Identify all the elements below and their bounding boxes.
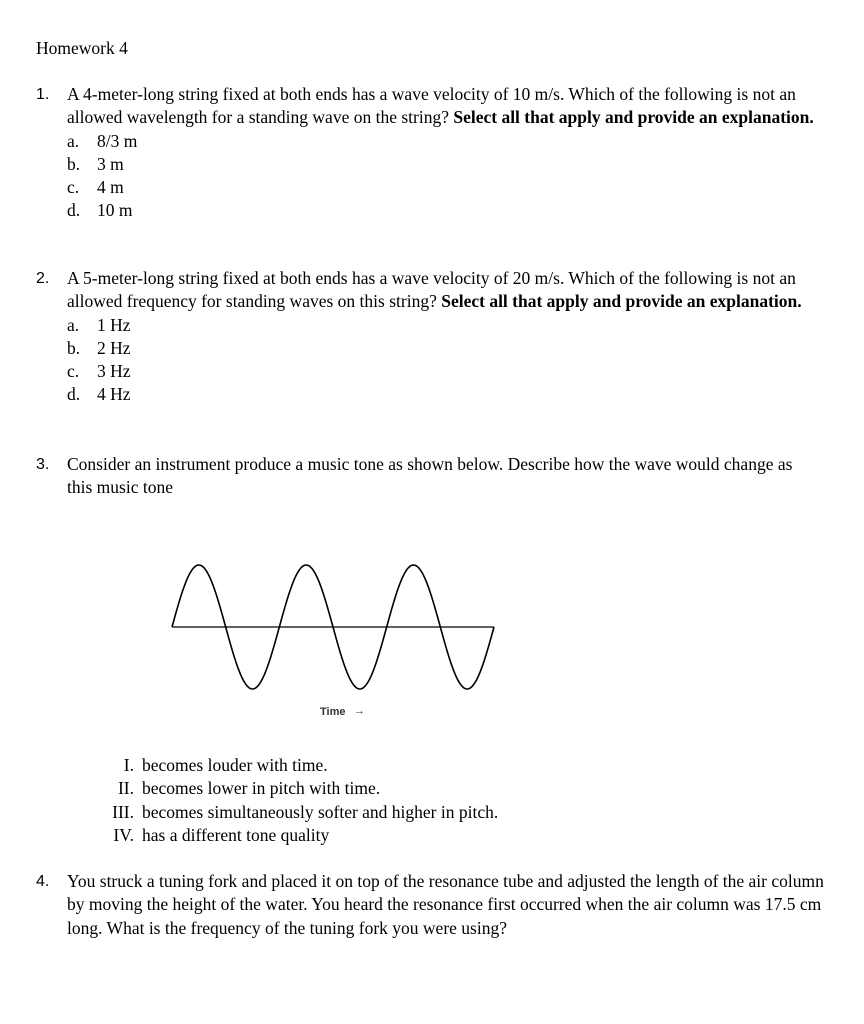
- statement-list: [100, 754, 498, 847]
- statement-numeral: III.: [112, 801, 134, 822]
- option-text: 4 Hz: [97, 384, 131, 405]
- question-1: [36, 83, 826, 223]
- answer-option-c: [67, 176, 826, 199]
- answer-option-a: [67, 130, 826, 153]
- option-text: 4 m: [97, 177, 124, 198]
- option-letter: d.: [67, 200, 81, 221]
- statement-numeral: II.: [117, 778, 134, 799]
- statement-2: [100, 777, 498, 800]
- statement-text: has a different tone quality: [142, 824, 330, 845]
- answer-option-d: [67, 199, 826, 222]
- question-number: 4.: [36, 873, 50, 890]
- answer-option-d: [67, 383, 826, 406]
- answer-option-b: [67, 153, 826, 176]
- statement-text: becomes louder with time.: [142, 755, 328, 775]
- question-2: [36, 267, 826, 407]
- option-text: 10 m: [97, 200, 133, 221]
- question-number: 3.: [36, 456, 50, 473]
- statement-4: [100, 824, 498, 847]
- question-number: 1.: [36, 86, 50, 103]
- time-axis-label: Time: [320, 706, 346, 718]
- answer-options: [67, 130, 826, 223]
- question-text: A 5-meter-long string fixed at both ends has a wave velocity of 20 m/s. Which of the following is not an allowed frequency for standing waves on this string?: [67, 268, 796, 312]
- page-title: Homework 4: [36, 38, 128, 58]
- answer-options: [67, 314, 826, 407]
- option-letter: a.: [67, 314, 80, 335]
- question-instruction: Select all that apply and provide an explanation.: [441, 291, 802, 312]
- option-text: 3 Hz: [97, 361, 131, 382]
- right-arrow-icon: →: [354, 705, 365, 717]
- option-letter: a.: [67, 130, 80, 151]
- waveform-figure: [165, 555, 505, 730]
- question-number: 2.: [36, 270, 50, 287]
- question-text: A 4-meter-long string fixed at both ends has a wave velocity of 10 m/s. Which of the following is not an allowed wavelength for a standing wave on the string?: [67, 84, 796, 128]
- statement-numeral: IV.: [113, 824, 134, 845]
- option-text: 2 Hz: [97, 337, 131, 358]
- question-4: [36, 870, 826, 940]
- statement-text: becomes lower in pitch with time.: [142, 778, 381, 799]
- answer-option-a: [67, 314, 826, 337]
- option-letter: b.: [67, 337, 81, 358]
- question-text: You struck a tuning fork and placed it on top of the resonance tube and adjusted the length of the air column by moving the height of the water. You heard the resonance first occurred when the air column was 17.5 cm long. What is the frequency of the tuning fork you were using?: [67, 871, 824, 938]
- option-text: 3 m: [97, 153, 124, 174]
- answer-option-b: [67, 337, 826, 360]
- statement-text: becomes simultaneously softer and higher in pitch.: [142, 801, 499, 822]
- question-text: Consider an instrument produce a music tone as shown below. Describe how the wave would change as this music tone: [67, 454, 793, 498]
- statement-numeral: I.: [123, 755, 134, 775]
- option-text: 1 Hz: [97, 314, 131, 335]
- option-letter: b.: [67, 153, 81, 174]
- option-letter: d.: [67, 384, 81, 405]
- option-text: 8/3 m: [97, 130, 138, 151]
- statement-3: [100, 801, 498, 824]
- option-letter: c.: [67, 177, 80, 198]
- question-instruction: Select all that apply and provide an explanation.: [453, 107, 814, 128]
- answer-option-c: [67, 360, 826, 383]
- option-letter: c.: [67, 361, 80, 382]
- statement-1: [100, 754, 498, 777]
- question-3: [36, 453, 796, 500]
